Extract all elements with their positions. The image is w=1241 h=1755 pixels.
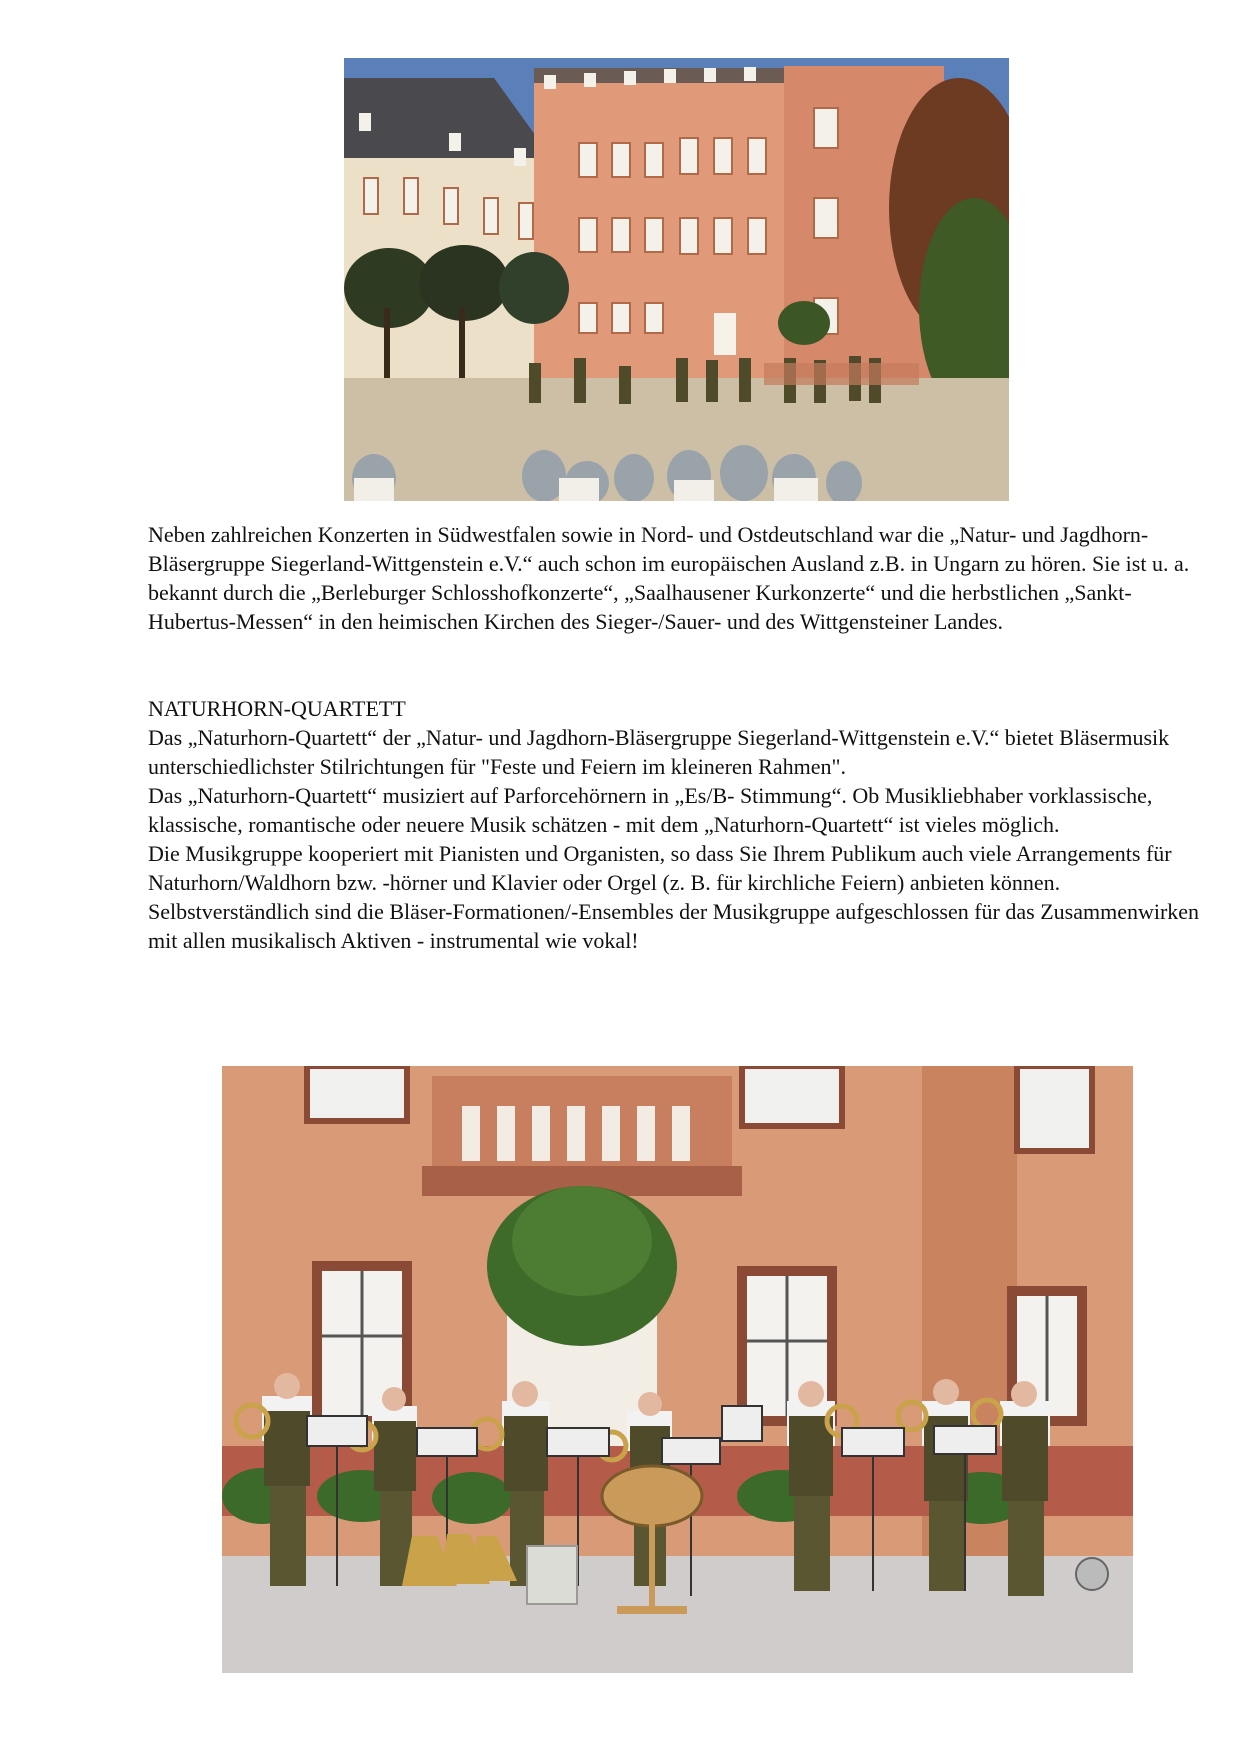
intro-paragraph: Neben zahlreichen Konzerten in Südwestfalen sowie in Nord- und Ostdeutschland war die „Natur- und Jagdhorn-Bläsergruppe Siegerland-Wittgenstein e.V.“ auch schon im europäischen Ausland z.B. in Ungarn zu hören. Sie ist u. a. bekannt durch die „Berleburger Schlosshofkonzerte“, „Saalhausener Kurkonzerte“ und die herbstlichen „Sankt-Hubertus-Messen“ in den heimischen Kirchen des Sieger-/Sauer- und des Wittgensteiner Landes. bbox=[148, 522, 1190, 634]
intro-section bbox=[148, 520, 1208, 636]
quartet-paragraph: Das „Naturhorn-Quartett“ der „Natur- und Jagdhorn-Bläsergruppe Siegerland-Wittgenstein e.V.“ bietet Bläsermusik unterschiedlichster Stilrichtungen für "Feste und Feiern im kleineren Rahmen". bbox=[148, 725, 1170, 779]
quartet-paragraph: Selbstverständlich sind die Bläser-Formationen/-Ensembles der Musikgruppe aufgeschlossen für das Zusammenwirken mit allen musikalisch Aktiven - instrumental wie vokal! bbox=[148, 899, 1200, 953]
photo-horn-ensemble-illustration bbox=[222, 1066, 1133, 1673]
quartet-heading: NATURHORN-QUARTETT bbox=[148, 696, 406, 721]
quartet-paragraph: Die Musikgruppe kooperiert mit Pianisten und Organisten, so dass Sie Ihrem Publikum auch viele Arrangements für Naturhorn/Waldhorn bzw. -hörner und Klavier oder Orgel (z. B. für kirchliche Feiern) anbieten können. bbox=[148, 841, 1172, 895]
photo-castle-courtyard-concert bbox=[344, 58, 1009, 501]
photo-horn-ensemble bbox=[222, 1066, 1133, 1673]
quartet-section bbox=[148, 694, 1208, 955]
photo-castle-courtyard-illustration bbox=[344, 58, 1009, 501]
quartet-paragraph: Das „Naturhorn-Quartett“ musiziert auf Parforcehörnern in „Es/B- Stimmung“. Ob Musikliebhaber vorklassische, klassische, romantische oder neuere Musik schätzen - mit dem „Naturhorn-Quartett“ ist vieles möglich. bbox=[148, 783, 1153, 837]
